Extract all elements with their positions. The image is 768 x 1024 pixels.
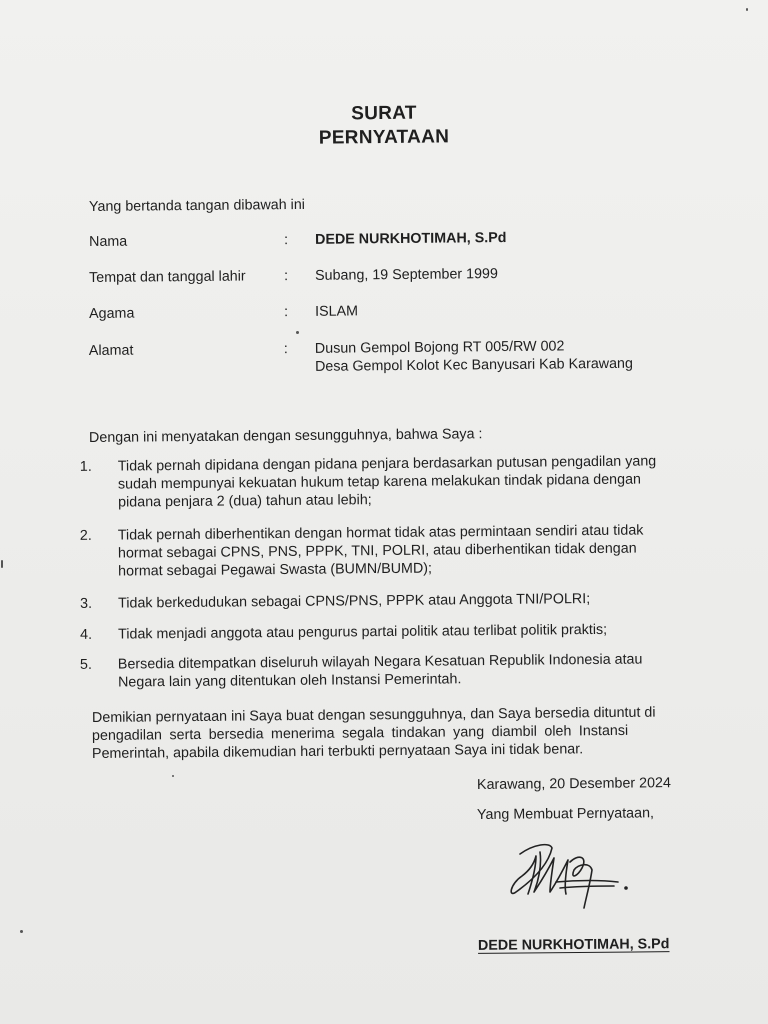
field-name-colon: : xyxy=(284,232,289,249)
closing-line: Pemerintah, apabila dikemudian hari terbukti pernyataan Saya ini tidak benar. xyxy=(91,741,584,762)
list-item-line: Negara lain yang ditentukan oleh Instansi Pemerintah. xyxy=(117,671,462,691)
list-item xyxy=(72,452,693,518)
field-religion-value: ISLAM xyxy=(314,303,359,320)
list-item-line: hormat sebagai Pegawai Swasta (BUMN/BUMD); xyxy=(118,560,433,580)
intro-text: Yang bertanda tangan dibawah ini xyxy=(88,196,306,215)
scan-speck xyxy=(746,8,748,11)
closing-line: Demikian pernyataan ini Saya buat dengan sesungguhnya, dan Saya bersedia dituntut di xyxy=(91,704,656,726)
list-item xyxy=(72,650,692,696)
field-religion-label: Agama xyxy=(89,305,135,322)
field-name-label: Nama xyxy=(89,233,128,250)
field-address-line2: Desa Gempol Kolot Kec Banyusari Kab Karawang xyxy=(314,355,634,375)
list-item-number: 3. xyxy=(80,595,93,612)
field-name-value: DEDE NURKHOTIMAH, S.Pd xyxy=(314,229,507,248)
list-item-line: Tidak pernah dipidana dengan pidana penjara berdasarkan putusan pengadilan yang xyxy=(117,453,657,475)
scan-speck xyxy=(296,331,299,334)
field-birth xyxy=(89,263,689,286)
field-birth-value: Subang, 19 September 1999 xyxy=(314,266,498,284)
list-item xyxy=(72,521,693,587)
list-item-line: Tidak berkedudukan sebagai CPNS/PNS, PPPK atau Anggota TNI/POLRI; xyxy=(118,591,591,612)
list-item xyxy=(72,589,692,612)
list-item-line: pidana penjara 2 (dua) tahun atau lebih; xyxy=(118,492,372,511)
field-birth-label: Tempat dan tanggal lahir xyxy=(89,268,246,286)
closing-line: pengadilan serta bersedia menerima segala tindakan yang diambil oleh Instansi xyxy=(91,722,629,744)
list-item-number: 4. xyxy=(80,626,93,643)
statement-intro: Dengan ini menyatakan dengan sesungguhnya, bahwa Saya : xyxy=(88,426,483,446)
field-address-line1: Dusun Gempol Bojong RT 005/RW 002 xyxy=(314,338,565,357)
list-item-line: Bersedia ditempatkan diseluruh wilayah Negara Kesatuan Republik Indonesia atau xyxy=(117,651,643,673)
signer-name: DEDE NURKHOTIMAH, S.Pd xyxy=(477,936,670,954)
field-religion xyxy=(89,299,689,322)
list-item xyxy=(72,620,692,643)
list-item-number: 5. xyxy=(79,656,92,673)
signature xyxy=(500,836,650,916)
document-title: SURAT xyxy=(351,102,417,125)
list-item-number: 1. xyxy=(79,458,92,475)
scan-speck xyxy=(1,560,3,568)
list-item-line: sudah mempunyai kekuatan hukum tetap karena melakukan tindak pidana dengan xyxy=(117,471,642,493)
signer-caption: Yang Membuat Pernyataan, xyxy=(476,805,655,823)
field-religion-colon: : xyxy=(284,304,289,321)
field-address-label: Alamat xyxy=(88,342,134,360)
document-subtitle: PERNYATAAN xyxy=(318,126,450,149)
list-item-line: Tidak menjadi anggota atau pengurus partai politik atau terlibat politik praktis; xyxy=(118,621,608,643)
list-item-line: Tidak pernah diberhentikan dengan hormat tidak atas permintaan sendiri atau tidak xyxy=(117,522,644,544)
field-address xyxy=(89,336,709,382)
field-birth-colon: : xyxy=(284,268,289,285)
scan-speck xyxy=(172,775,174,777)
list-item-number: 2. xyxy=(79,527,92,544)
scan-speck xyxy=(20,930,23,933)
field-name xyxy=(89,227,689,250)
list-item-line: hormat sebagai CPNS, PNS, PPPK, TNI, POLRI, atau diberhentikan tidak dengan xyxy=(117,540,637,562)
place-date: Karawang, 20 Desember 2024 xyxy=(476,775,672,793)
field-address-colon: : xyxy=(283,341,288,358)
